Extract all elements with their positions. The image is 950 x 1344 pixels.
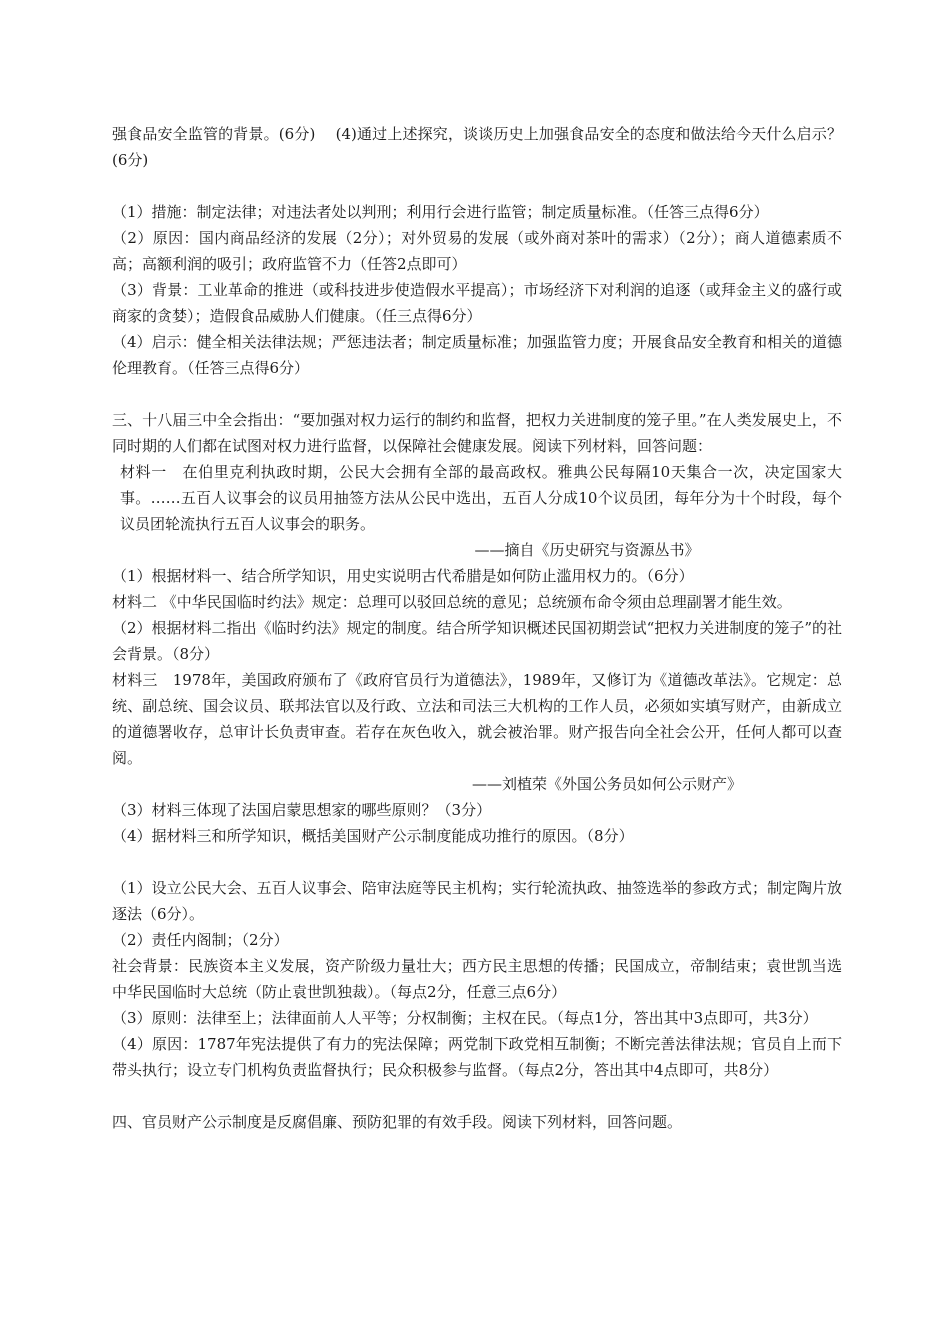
material-3-source: ——刘植荣《外国公务员如何公示财产》 xyxy=(471,775,742,793)
answer-2-4: （4）启示：健全相关法律法规；严惩违法者；制定质量标准；加强监管力度；开展食品安全教育和相关的道德伦理教育。（任答三点得6分） xyxy=(112,333,842,377)
answer-2-1: （1）措施：制定法律；对违法者处以判刑；利用行会进行监管；制定质量标准。（任答三点得6分） xyxy=(112,203,769,221)
answer-2-2: （2）原因：国内商品经济的发展（2分）；对外贸易的发展（或外商对茶叶的需求）（2分）；商人道德素质不高；高额利润的吸引；政府监管不力（任答2点即可） xyxy=(112,229,842,273)
answer-3-2-background: 社会背景：民族资本主义发展，资产阶级力量壮大；西方民主思想的传播；民国成立，帝制结束；袁世凯当选中华民国临时大总统（防止袁世凯独裁）。（每点2分，任意三点6分） xyxy=(112,957,842,1001)
answer-3-4: （4）原因：1787年宪法提供了有力的宪法保障；两党制下政党相互制衡；不断完善法律法规；官员自上而下带头执行；设立专门机构负责监督执行；民众积极参与监督。（每点2分，答出其中4点即可，共8分） xyxy=(112,1035,842,1079)
question-3-3: （3）材料三体现了法国启蒙思想家的哪些原则？（3分） xyxy=(112,801,492,819)
answer-block-3 xyxy=(112,875,842,1083)
answer-block-2 xyxy=(112,199,842,381)
material-1: 材料一 在伯里克利执政时期，公民大会拥有全部的最高政权。雅典公民每隔10天集合一次，决定国家大事。……五百人议事会的议员用抽签方法从公民中选出，五百人分成10个议员团，每年分为十个时段，每个议员团轮流执行五百人议事会的职务。 xyxy=(120,463,842,533)
section-3-stem: 三、十八届三中全会指出：“要加强对权力运行的制约和监督，把权力关进制度的笼子里。”在人类发展史上，不同时期的人们都在试图对权力进行监督，以保障社会健康发展。阅读下列材料，回答问题： xyxy=(112,411,842,455)
section-3 xyxy=(112,407,842,849)
material-3: 材料三 1978年，美国政府颁布了《政府官员行为道德法》，1989年，又修订为《道德改革法》。它规定：总统、副总统、国会议员、联邦法官以及行政、立法和司法三大机构的工作人员，必须如实填写财产，由新成立的道德署收存，总审计长负责审查。若存在灰色收入，就会被治罪。财产报告向全社会公开，任何人都可以查阅。 xyxy=(112,671,842,767)
answer-3-3: （3）原则：法律至上；法律面前人人平等；分权制衡；主权在民。（每点1分，答出其中3点即可，共3分） xyxy=(112,1009,818,1027)
answer-3-2: （2）责任内阁制；（2分） xyxy=(112,931,289,949)
question-3-2: （2）根据材料二指出《临时约法》规定的制度。结合所学知识概述民国初期尝试“把权力关进制度的笼子”的社会背景。（8分） xyxy=(112,619,842,663)
spacer xyxy=(112,1083,842,1109)
spacer xyxy=(112,173,842,199)
intro-question-text: 强食品安全监管的背景。(6分) (4)通过上述探究，谈谈历史上加强食品安全的态度和做法给今天什么启示？ (6分) xyxy=(112,125,842,169)
answer-3-1: （1）设立公民大会、五百人议事会、陪审法庭等民主机构；实行轮流执政、抽签选举的参政方式；制定陶片放逐法（6分）。 xyxy=(112,879,842,923)
section-4-stem: 四、官员财产公示制度是反腐倡廉、预防犯罪的有效手段。阅读下列材料，回答问题。 xyxy=(112,1113,683,1131)
spacer xyxy=(112,849,842,875)
document-page xyxy=(112,121,842,1135)
answer-2-3: （3）背景：工业革命的推进（或科技进步使造假水平提高）；市场经济下对利润的追逐（或拜金主义的盛行或商家的贪婪）；造假食品威胁人们健康。（任三点得6分） xyxy=(112,281,842,325)
question-3-4: （4）据材料三和所学知识，概括美国财产公示制度能成功推行的原因。（8分） xyxy=(112,827,634,845)
question-3-1: （1）根据材料一、结合所学知识，用史实说明古代希腊是如何防止滥用权力的。（6分） xyxy=(112,567,694,585)
spacer xyxy=(112,381,842,407)
material-1-source: ——摘自《历史研究与资源丛书》 xyxy=(474,541,700,559)
material-2: 材料二 《中华民国临时约法》规定：总理可以驳回总统的意见；总统颁布命令须由总理副署才能生效。 xyxy=(112,593,792,611)
